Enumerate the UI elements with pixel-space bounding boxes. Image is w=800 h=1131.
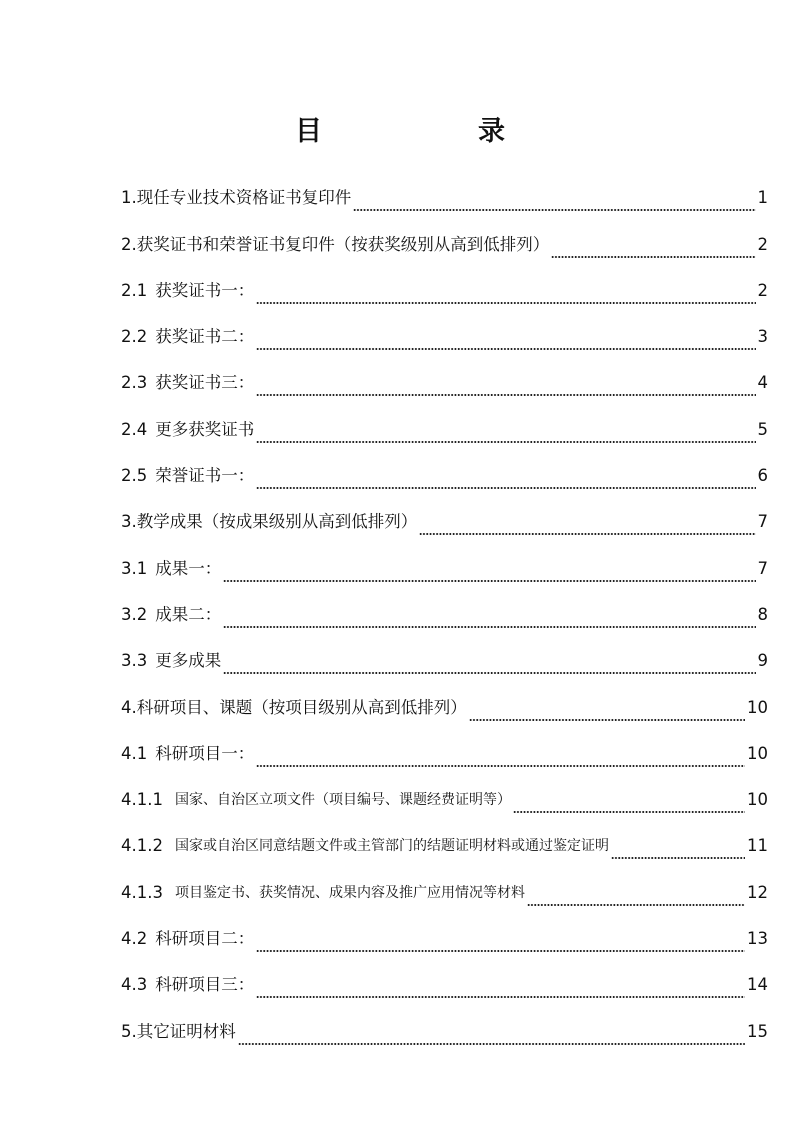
toc-entry-number: 2.3: [121, 373, 148, 393]
dot-leader: [223, 623, 755, 631]
toc-entry[interactable]: [121, 959, 768, 1005]
toc-entry[interactable]: [121, 774, 768, 820]
toc-entry-label: 更多成果: [155, 651, 222, 671]
toc-entry-label: 成果一：: [155, 558, 222, 578]
dot-leader: [513, 808, 745, 816]
toc-entry[interactable]: [121, 913, 768, 959]
toc-entry[interactable]: [121, 450, 768, 496]
toc-entry-label: 科研项目三：: [155, 975, 255, 995]
toc-entry-page-number: 8: [757, 604, 768, 624]
dot-leader: [419, 530, 755, 538]
toc-entry-number: 3.2: [121, 604, 148, 624]
toc-entry[interactable]: [121, 866, 768, 912]
toc-entry-number: 3.1: [121, 558, 148, 578]
toc-entry-page-number: 3: [757, 327, 768, 347]
toc-entry-page-number: 7: [757, 558, 768, 578]
toc-entry-page-number: 5: [757, 419, 768, 439]
dot-leader: [256, 345, 755, 353]
toc-entry-page-number: 13: [747, 929, 768, 949]
toc-entry-number: 4.2: [121, 929, 148, 949]
toc-entry-number: 2.4: [121, 419, 148, 439]
toc-entry-page-number: 10: [747, 743, 768, 763]
dot-leader: [469, 716, 745, 724]
toc-entry-page-number: 10: [747, 697, 768, 717]
toc-entry-page-number: 12: [747, 882, 768, 902]
toc-entry-label: 更多获奖证书: [155, 419, 255, 439]
toc-entry-label: 获奖证书二：: [155, 327, 255, 347]
toc-entry-page-number: 2: [757, 234, 768, 254]
dot-leader: [256, 484, 755, 492]
toc-entry-number: 2.1: [121, 280, 148, 300]
toc-entry-label: 获奖证书一：: [155, 280, 255, 300]
toc-entry-number: 4.1.1: [121, 790, 163, 810]
toc-entry[interactable]: [121, 728, 768, 774]
toc-entry-page-number: 10: [747, 790, 768, 810]
toc-entry[interactable]: [121, 218, 768, 264]
dot-leader: [256, 993, 745, 1001]
table-of-contents: [121, 172, 768, 1052]
toc-entry-label: 国家或自治区同意结题文件或主管部门的结题证明材料或通过鉴定证明: [174, 838, 609, 855]
toc-entry-page-number: 7: [757, 512, 768, 532]
toc-entry[interactable]: [121, 1005, 768, 1051]
toc-entry-page-number: 6: [757, 466, 768, 486]
toc-entry[interactable]: [121, 265, 768, 311]
dot-leader: [256, 947, 745, 955]
toc-entry[interactable]: [121, 311, 768, 357]
toc-entry[interactable]: [121, 172, 768, 218]
dot-leader: [611, 854, 745, 862]
toc-entry-number: 4.3: [121, 975, 148, 995]
dot-leader: [223, 577, 755, 585]
toc-entry-label: 获奖证书和荣誉证书复印件（按获奖级别从高到低排列）: [136, 234, 550, 254]
toc-entry[interactable]: [121, 542, 768, 588]
toc-entry-label: 国家、自治区立项文件（项目编号、课题经费证明等）: [174, 792, 511, 809]
toc-entry[interactable]: [121, 820, 768, 866]
toc-entry-page-number: 11: [747, 836, 768, 856]
toc-entry-number: 4.1.3: [121, 882, 163, 902]
toc-entry-number: 4.1.2: [121, 836, 163, 856]
toc-entry-number: 2.2: [121, 327, 148, 347]
toc-entry[interactable]: [121, 357, 768, 403]
toc-entry-label: 其它证明材料: [136, 1021, 236, 1041]
dot-leader: [353, 206, 755, 214]
dot-leader: [256, 438, 755, 446]
toc-entry-number: 3.3: [121, 651, 148, 671]
toc-entry[interactable]: [121, 589, 768, 635]
toc-entry-page-number: 1: [757, 188, 768, 208]
toc-entry[interactable]: [121, 681, 768, 727]
toc-entry-page-number: 14: [747, 975, 768, 995]
toc-entry-number: 4.1: [121, 743, 148, 763]
toc-entry[interactable]: [121, 635, 768, 681]
dot-leader: [551, 253, 755, 261]
toc-entry-page-number: 2: [757, 280, 768, 300]
toc-entry-label: 成果二：: [155, 604, 222, 624]
dot-leader: [256, 762, 745, 770]
toc-entry-label: 教学成果（按成果级别从高到低排列）: [136, 512, 418, 532]
toc-entry-label: 荣誉证书一：: [155, 466, 255, 486]
toc-entry-number: 1.: [121, 188, 137, 208]
toc-title: 目 录: [295, 116, 539, 147]
toc-entry-label: 项目鉴定书、获奖情况、成果内容及推广应用情况等材料: [174, 884, 525, 901]
dot-leader: [256, 299, 755, 307]
toc-entry-number: 3.: [121, 512, 137, 532]
dot-leader: [527, 901, 745, 909]
toc-entry-label: 获奖证书三：: [155, 373, 255, 393]
toc-entry-number: 2.5: [121, 466, 148, 486]
toc-entry[interactable]: [121, 496, 768, 542]
toc-entry-page-number: 15: [747, 1021, 768, 1041]
dot-leader: [223, 669, 755, 677]
toc-entry-number: 2.: [121, 234, 137, 254]
toc-entry-label: 科研项目、课题（按项目级别从高到低排列）: [136, 697, 467, 717]
toc-entry-label: 现任专业技术资格证书复印件: [136, 188, 352, 208]
toc-entry-label: 科研项目一：: [155, 743, 255, 763]
dot-leader: [256, 391, 755, 399]
toc-entry-number: 5.: [121, 1021, 137, 1041]
toc-entry[interactable]: [121, 403, 768, 449]
toc-entry-number: 4.: [121, 697, 137, 717]
toc-entry-page-number: 9: [757, 651, 768, 671]
toc-entry-label: 科研项目二：: [155, 929, 255, 949]
dot-leader: [238, 1040, 745, 1048]
toc-entry-page-number: 4: [757, 373, 768, 393]
